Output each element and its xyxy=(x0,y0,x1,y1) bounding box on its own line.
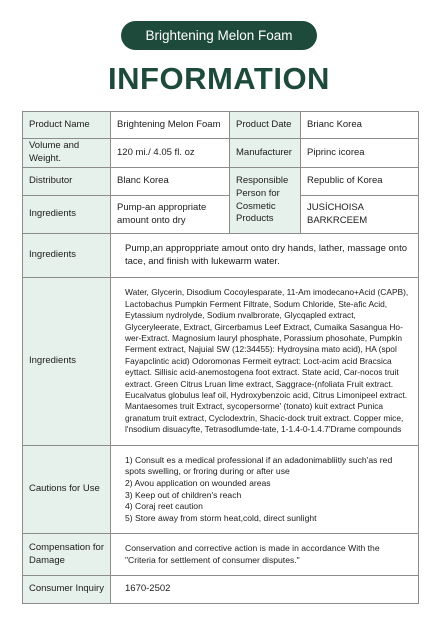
page-title: INFORMATION xyxy=(108,61,330,96)
cautions-list xyxy=(111,446,419,534)
table-row xyxy=(23,139,419,168)
table-row xyxy=(23,168,419,196)
cautions-label: Cautions for Use xyxy=(23,446,111,534)
distributor-label: Distributor xyxy=(23,168,111,196)
product-name-value: Brightening Melon Foam xyxy=(111,112,230,139)
inquiry-value: 1670-2502 xyxy=(111,576,419,604)
inquiry-label: Consumer Inquiry xyxy=(23,576,111,604)
table-row xyxy=(23,196,419,234)
volume-label: Volume and Weight. xyxy=(23,139,111,168)
caution-item: 3) Keep out of children's reach xyxy=(125,489,242,500)
ingredients-short-value: Pump-an appropriate amount onto dry xyxy=(111,196,230,234)
product-name-label: Product Name xyxy=(23,112,111,139)
distributor-value: Blanc Korea xyxy=(111,168,230,196)
product-date-label: Product Date xyxy=(230,112,301,139)
ingredients-use-label: Ingredients xyxy=(23,234,111,278)
table-row xyxy=(23,112,419,139)
caution-item: 2) Avou application on wounded areas xyxy=(125,477,271,488)
table-row xyxy=(23,278,419,446)
volume-value: 120 mi./ 4.05 fl. oz xyxy=(111,139,230,168)
caution-item: 1) Consult es a medical professional if an adadonimabliitly such'as red spots swelling, or froring during or after use xyxy=(125,454,393,477)
ingredients-short-label: Ingredients xyxy=(23,196,111,234)
responsible-person-label: Responsible Person for Cosmetic Products xyxy=(230,168,301,234)
product-date-value: Brianc Korea xyxy=(301,112,419,139)
responsible-person-value: Republic of Korea xyxy=(301,168,419,196)
compensation-value: Conservation and corrective action is made in accordance With the "Criteria for settlement of consumer disputes." xyxy=(111,534,419,576)
manufacturer-value: Piprinc icorea xyxy=(301,139,419,168)
product-title-badge: Brightening Melon Foam xyxy=(121,21,317,50)
compensation-label: Compensation for Damage xyxy=(23,534,111,576)
caution-item: 4) Coraj reet caution xyxy=(125,501,203,512)
table-row xyxy=(23,576,419,604)
manufacturer-label: Manufacturer xyxy=(230,139,301,168)
table-row xyxy=(23,446,419,534)
table-row xyxy=(23,534,419,576)
ingredients-short-value-2: JUSİCHOISA BARKRCEEM xyxy=(301,196,419,234)
ingredients-use-value: Pump,an approppriate amout onto dry hands, lather, massage onto tace, and finish with lukewarm water. xyxy=(111,234,419,278)
table-row xyxy=(23,234,419,278)
ingredients-full-label: Ingredients xyxy=(23,278,111,446)
ingredients-full-value: Water, Glycerin, Disodium Cocoylesparate, 11-Am imodecano+Acid (CAPB), Lactobachus Pumpkin Ferment Filtrate, Sodum Chloride, Ste-afic Acid, Eytassium nydrolyde, Sodium nvalbrorate, Glycqapled extract, Glyceryleerate, Extract, Gircerbamus Leef Extract, Cumaika Sasangua Ho-wer-Extract. Magnosium lauryl phosphate, Porassium phosohate, Pumpkin Ferment extract, Najuial SW (12:34455): Hydroysina mato acid), HA (spol Fayapclintic acid) Odoromonas Fermeit eytract: Loct-acim acid Bracsica eyttact. Sillisic acid-anemostogena foot extract. State acid, Car-nocos truit extract. Green Citrus Lruan lime extract, Saggrace-(nfoliata Fruit extract. Eucalvatus globulus leaf oil, Hydroxybenzoic acid, Citrus Limonipeel extract. Mantaesomes truit Extract, sycopersorme' (tonato) kuit extract Punica granatum truit extract, Cyclodextrin, Shacic-dock truit extract. Copper mice, l'nsodium disuacyfte, Tetrasodlumde-tate, 1-1.4-0-1.4.7'Drame compounds xyxy=(111,278,419,446)
caution-item: 5) Store away from storm heat,cold, direct sunlight xyxy=(125,512,317,523)
information-table xyxy=(22,111,419,604)
